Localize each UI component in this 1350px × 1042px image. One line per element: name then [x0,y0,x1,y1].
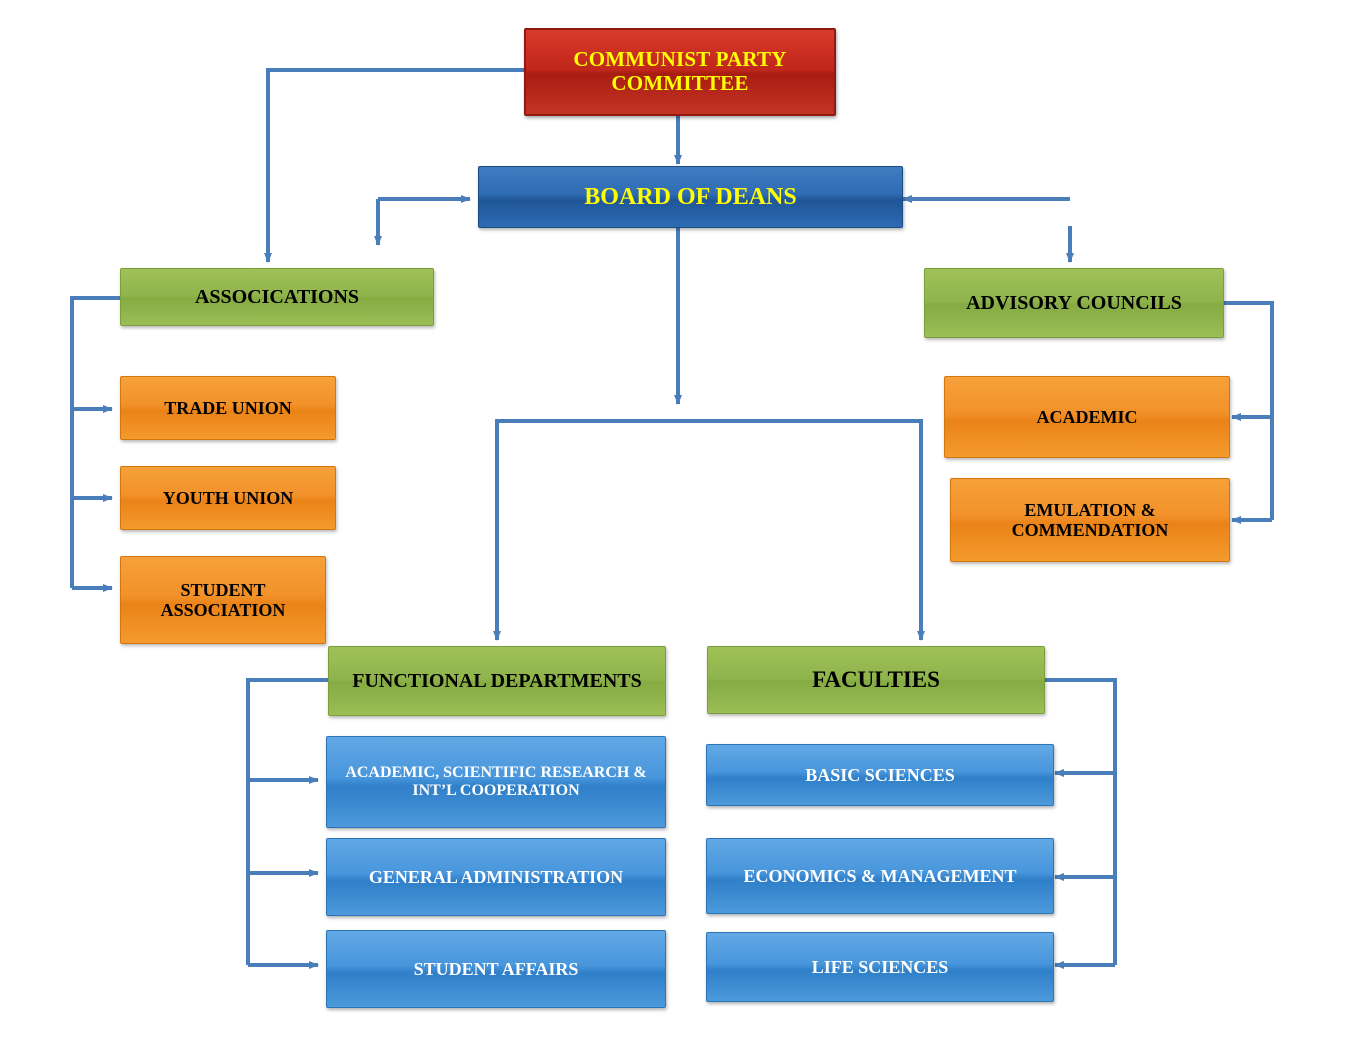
node-academic-research-cooperation[interactable] [326,736,666,828]
node-label: ADVISORY COUNCILS [966,291,1182,314]
node-communist-party-committee[interactable] [524,28,836,116]
node-label: BASIC SCIENCES [805,764,955,785]
node-label: FUNCTIONAL DEPARTMENTS [352,669,642,692]
node-general-administration[interactable] [326,838,666,916]
node-student-affairs[interactable] [326,930,666,1008]
node-faculty-life-sciences[interactable] [706,932,1054,1002]
node-faculties[interactable] [707,646,1045,714]
node-label: TRADE UNION [164,397,292,418]
node-label: YOUTH UNION [162,487,294,508]
node-student-association[interactable] [120,556,326,644]
node-label: ASSOCICATIONS [194,285,360,308]
node-associations[interactable] [120,268,434,326]
node-label: EMULATION & COMMENDATION [1011,499,1169,540]
node-label: FACULTIES [812,667,940,693]
node-faculty-economics-management[interactable] [706,838,1054,914]
node-label: ACADEMIC [1036,406,1138,427]
node-board-of-deans[interactable] [478,166,903,228]
node-academic-council[interactable] [944,376,1230,458]
node-functional-departments[interactable] [328,646,666,716]
node-label: STUDENT ASSOCIATION [160,579,286,620]
node-trade-union[interactable] [120,376,336,440]
node-label: ACADEMIC, SCIENTIFIC RESEARCH & INT’L COOPERATION [345,764,647,799]
node-advisory-councils[interactable] [924,268,1224,338]
node-label: STUDENT AFFAIRS [413,958,579,979]
node-label: GENERAL ADMINISTRATION [368,866,624,887]
node-faculty-basic-sciences[interactable] [706,744,1054,806]
node-emulation-commendation-council[interactable] [950,478,1230,562]
node-youth-union[interactable] [120,466,336,530]
node-label: LIFE SCIENCES [811,956,949,977]
node-label: BOARD OF DEANS [584,183,797,210]
node-label: COMMUNIST PARTY COMMITTEE [573,47,787,95]
node-label: ECONOMICS & MANAGEMENT [743,865,1017,886]
